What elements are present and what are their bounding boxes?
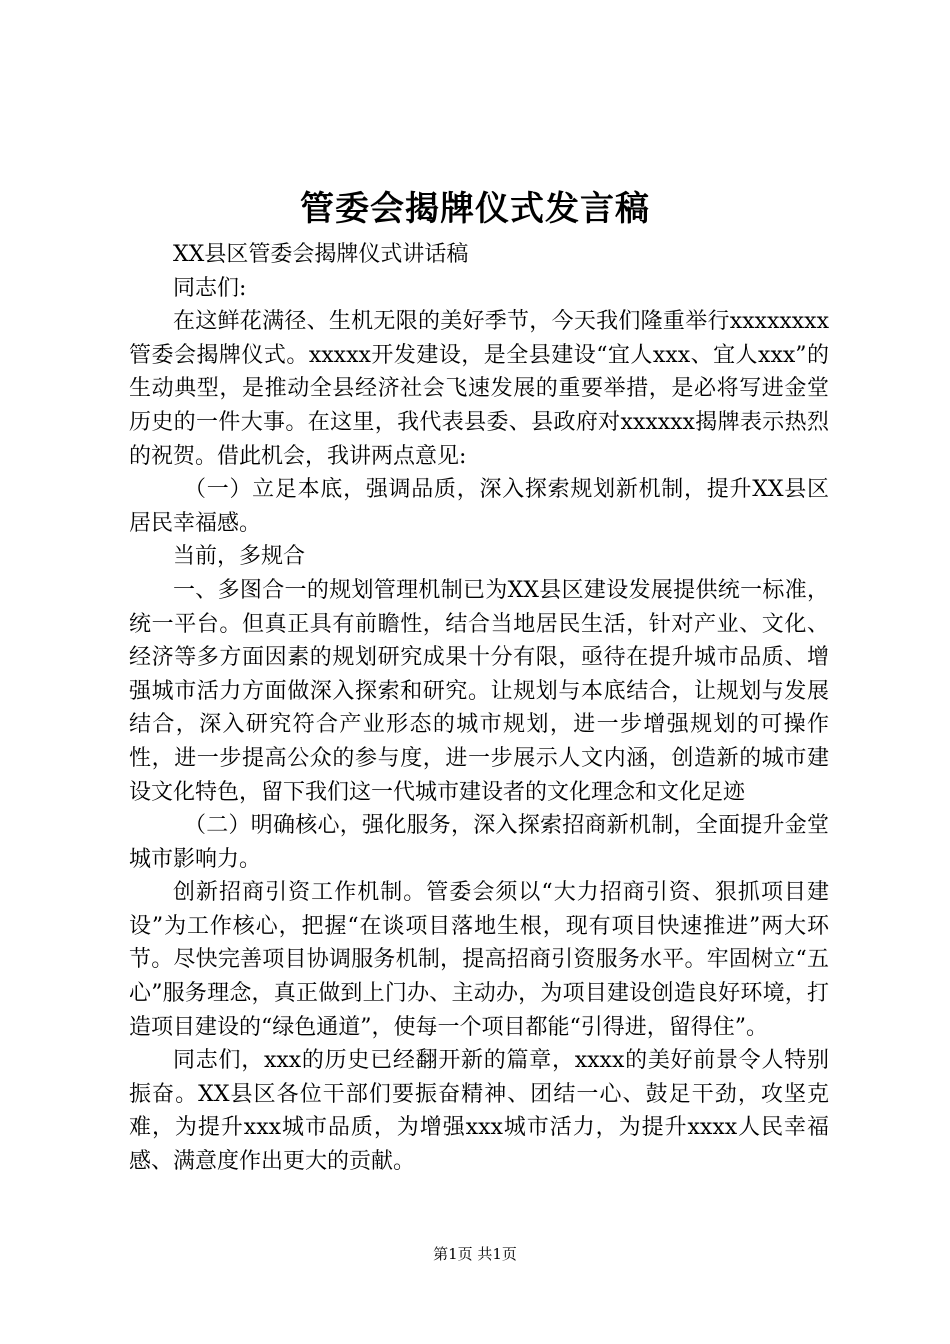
paragraph-section-two-heading: （二）明确核心，强化服务，深入探索招商新机制，全面提升金堂城市影响力。 bbox=[129, 813, 829, 872]
paragraph-investment: 创新招商引资工作机制。管委会须以“大力招商引资、狠抓项目建设”为工作核心，把握“在谈项目落地生根，现有项目快速推进”两大环节。尽快完善项目协调服务机制，提高招商引资服务水平。牢固树立“五心”服务理念，真正做到上门办、主动办，为项目建设创造良好环境，打造项目建设的“绿色通道”，使每一个项目都能“引得进，留得住”。 bbox=[129, 880, 829, 1040]
document-title: 管委会揭牌仪式发言稿 bbox=[300, 189, 650, 229]
paragraph-section-one-heading: （一）立足本底，强调品质，深入探索规划新机制，提升XX县区居民幸福感。 bbox=[129, 477, 829, 536]
paragraph-planning: 一、多图合一的规划管理机制已为XX县区建设发展提供统一标准，统一平台。但真正具有前瞻性，结合当地居民生活，针对产业、文化、经济等多方面因素的规划研究成果十分有限，亟待在提升城市品质、增强城市活力方面做深入探索和研究。让规划与本底结合，让规划与发展结合，深入研究符合产业形态的城市规划，进一步增强规划的可操作性，进一步提高公众的参与度，进一步展示人文内涵，创造新的城市建设文化特色，留下我们这一代城市建设者的文化理念和文化足迹 bbox=[129, 577, 829, 805]
document-body bbox=[129, 238, 829, 1179]
page-footer: 第1页 共1页 bbox=[433, 1245, 517, 1263]
paragraph-current: 当前，多规合 bbox=[173, 544, 306, 570]
paragraph-intro: 在这鲜花满径、生机无限的美好季节，今天我们隆重举行xxxxxxxx管委会揭牌仪式。xxxxx开发建设，是全县建设“宜人xxx、宜人xxx”的生动典型，是推动全县经济社会飞速发展的重要举措，是必将写进金堂历史的一件大事。在这里，我代表县委、县政府对xxxxxx揭牌表示热烈的祝贺。借此机会，我讲两点意见: bbox=[129, 309, 829, 469]
paragraph-salutation: 同志们: bbox=[173, 275, 247, 301]
paragraph-closing: 同志们，xxx的历史已经翻开新的篇章，xxxx的美好前景令人特别振奋。XX县区各位干部们要振奋精神、团结一心、鼓足干劲，攻坚克难，为提升xxx城市品质，为增强xxx城市活力，为提升xxxx人民幸福感、满意度作出更大的贡献。 bbox=[129, 1048, 829, 1175]
paragraph-heading: XX县区管委会揭牌仪式讲话稿 bbox=[173, 242, 469, 267]
